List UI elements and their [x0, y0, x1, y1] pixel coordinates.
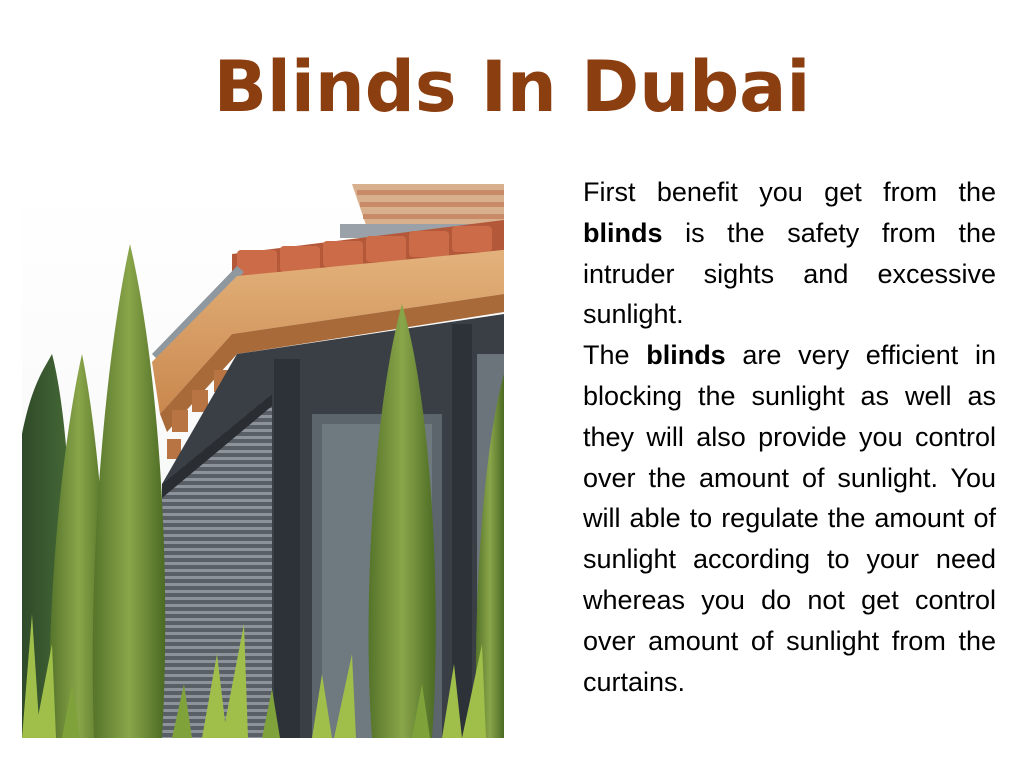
- sentence-1-start: First benefit you get from the: [583, 177, 996, 207]
- slide-title: Blinds In Dubai: [213, 46, 811, 128]
- sentence-2-start: The: [583, 340, 647, 371]
- benefit-paragraph: [583, 172, 996, 702]
- keyword-blinds-1: blinds: [583, 217, 663, 248]
- keyword-blinds-2: blinds: [646, 340, 726, 371]
- blinds-photo: [22, 184, 504, 738]
- sentence-2-end: are very efficient in blocking the sunlight as well as they will also provide you control over the amount of sunlight. You will able to regulate the amount of sunlight according to your need whereas you do not get control over amount of sunlight from the curtains.: [583, 340, 996, 697]
- sentence-1-end: is the safety from the intruder sights and excessive sunlight.: [583, 217, 996, 330]
